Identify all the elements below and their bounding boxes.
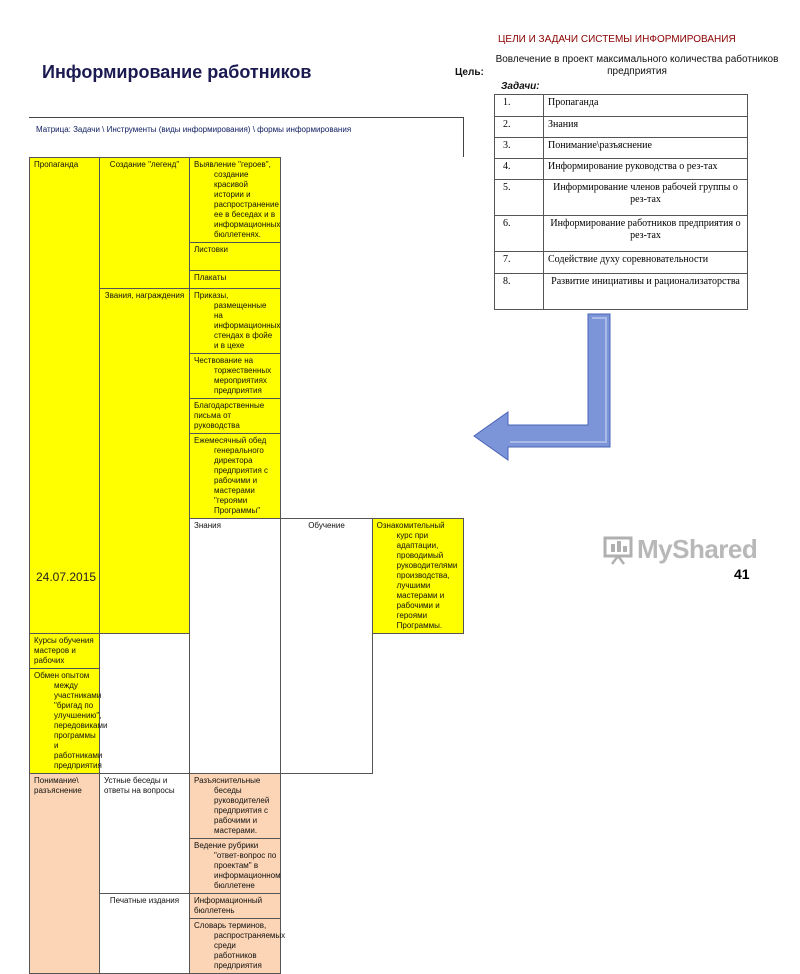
tool-cell: Звания, награждения	[100, 289, 190, 634]
task-text: Содействие духу соревновательности	[544, 252, 748, 274]
form-cell: Чествование на торжественных мероприятиях предприятия	[190, 354, 281, 399]
goal-text: Вовлечение в проект максимального количества работников предприятия	[495, 54, 779, 77]
task-cell-knowledge: Знания	[190, 519, 281, 774]
logo-text: MyShared	[637, 534, 758, 564]
task-number: 1.	[495, 95, 544, 117]
task-number: 7.	[495, 252, 544, 274]
form-cell: Словарь терминов, распространяемых среди работников предприятия	[190, 919, 281, 974]
tool-cell: Печатные издания	[100, 894, 190, 974]
matrix-header	[29, 117, 464, 157]
section-heading: ЦЕЛИ И ЗАДАЧИ СИСТЕМЫ ИНФОРМИРОВАНИЯ	[498, 34, 736, 45]
task-row	[495, 252, 748, 274]
task-cell-propaganda: Пропаганда	[30, 158, 100, 634]
matrix-header-text: Матрица: Задачи \ Инструменты (виды информирования) \ формы информирования	[36, 125, 352, 134]
form-cell: Выявление "героев", создание красивой истории и распространение ее в беседах и в информационных бюллетенях.	[190, 158, 281, 243]
task-text: Информирование руководства о рез-тах	[544, 159, 748, 180]
form-cell: Ведение рубрики "ответ-вопрос по проектам" в информационном бюллетене	[190, 839, 281, 894]
task-text: Знания	[544, 117, 748, 138]
page-number: 41	[734, 566, 750, 582]
task-number: 8.	[495, 274, 544, 310]
matrix-row	[30, 158, 464, 243]
task-number: 2.	[495, 117, 544, 138]
connector-arrow-icon	[470, 312, 620, 462]
matrix-row	[30, 774, 464, 839]
tool-cell: Создание "легенд"	[100, 158, 190, 289]
form-cell: Обмен опытом между участниками "бригад по улучшению", передовиками программы и работниками предприятия	[30, 669, 100, 774]
form-cell: Листовки	[190, 243, 281, 271]
form-cell: Разъяснительные беседы руководителей предприятия с рабочими и мастерами.	[190, 774, 281, 839]
task-text: Понимание\разъяснение	[544, 138, 748, 159]
presentation-icon	[603, 535, 633, 565]
task-number: 5.	[495, 180, 544, 216]
tool-cell: Обучение	[281, 519, 372, 774]
watermark-logo	[603, 534, 757, 565]
task-cell-understanding: Понимание\ разъяснение	[30, 774, 100, 974]
task-row	[495, 95, 748, 117]
task-text: Информирование членов рабочей группы о рез-тах	[544, 180, 748, 216]
form-cell: Плакаты	[190, 271, 281, 289]
slide-date: 24.07.2015	[36, 570, 97, 584]
page-title: Информирование работников	[42, 62, 312, 82]
form-cell: Приказы, размещенные на информационных стендах в фойе и в цехе	[190, 289, 281, 354]
tool-cell: Устные беседы и ответы на вопросы	[100, 774, 190, 894]
task-row	[495, 138, 748, 159]
form-cell: Информационный бюллетень	[190, 894, 281, 919]
task-text: Пропаганда	[544, 95, 748, 117]
matrix-table	[29, 157, 464, 974]
task-row	[495, 117, 748, 138]
task-text: Информирование работников предприятия о рез-тах	[544, 216, 748, 252]
goal-label: Цель:	[455, 67, 484, 78]
task-row	[495, 274, 748, 310]
task-row	[495, 180, 748, 216]
form-cell: Ознакомительный курс при адаптации, проводимый руководителями производства, лучшими мастерами и рабочими и героями Программы.	[372, 519, 463, 634]
tasks-table	[494, 94, 748, 310]
form-cell: Ежемесячный обед генерального директора предприятия с рабочими и мастерами "героями Программы"	[190, 434, 281, 519]
task-number: 4.	[495, 159, 544, 180]
task-number: 6.	[495, 216, 544, 252]
task-number: 3.	[495, 138, 544, 159]
task-row	[495, 159, 748, 180]
tasks-label: Задачи:	[501, 81, 540, 92]
form-cell: Благодарственные письма от руководства	[190, 399, 281, 434]
task-text: Развитие инициативы и рационализаторства	[544, 274, 748, 310]
form-cell: Курсы обучения мастеров и рабочих	[30, 634, 100, 669]
task-row	[495, 216, 748, 252]
